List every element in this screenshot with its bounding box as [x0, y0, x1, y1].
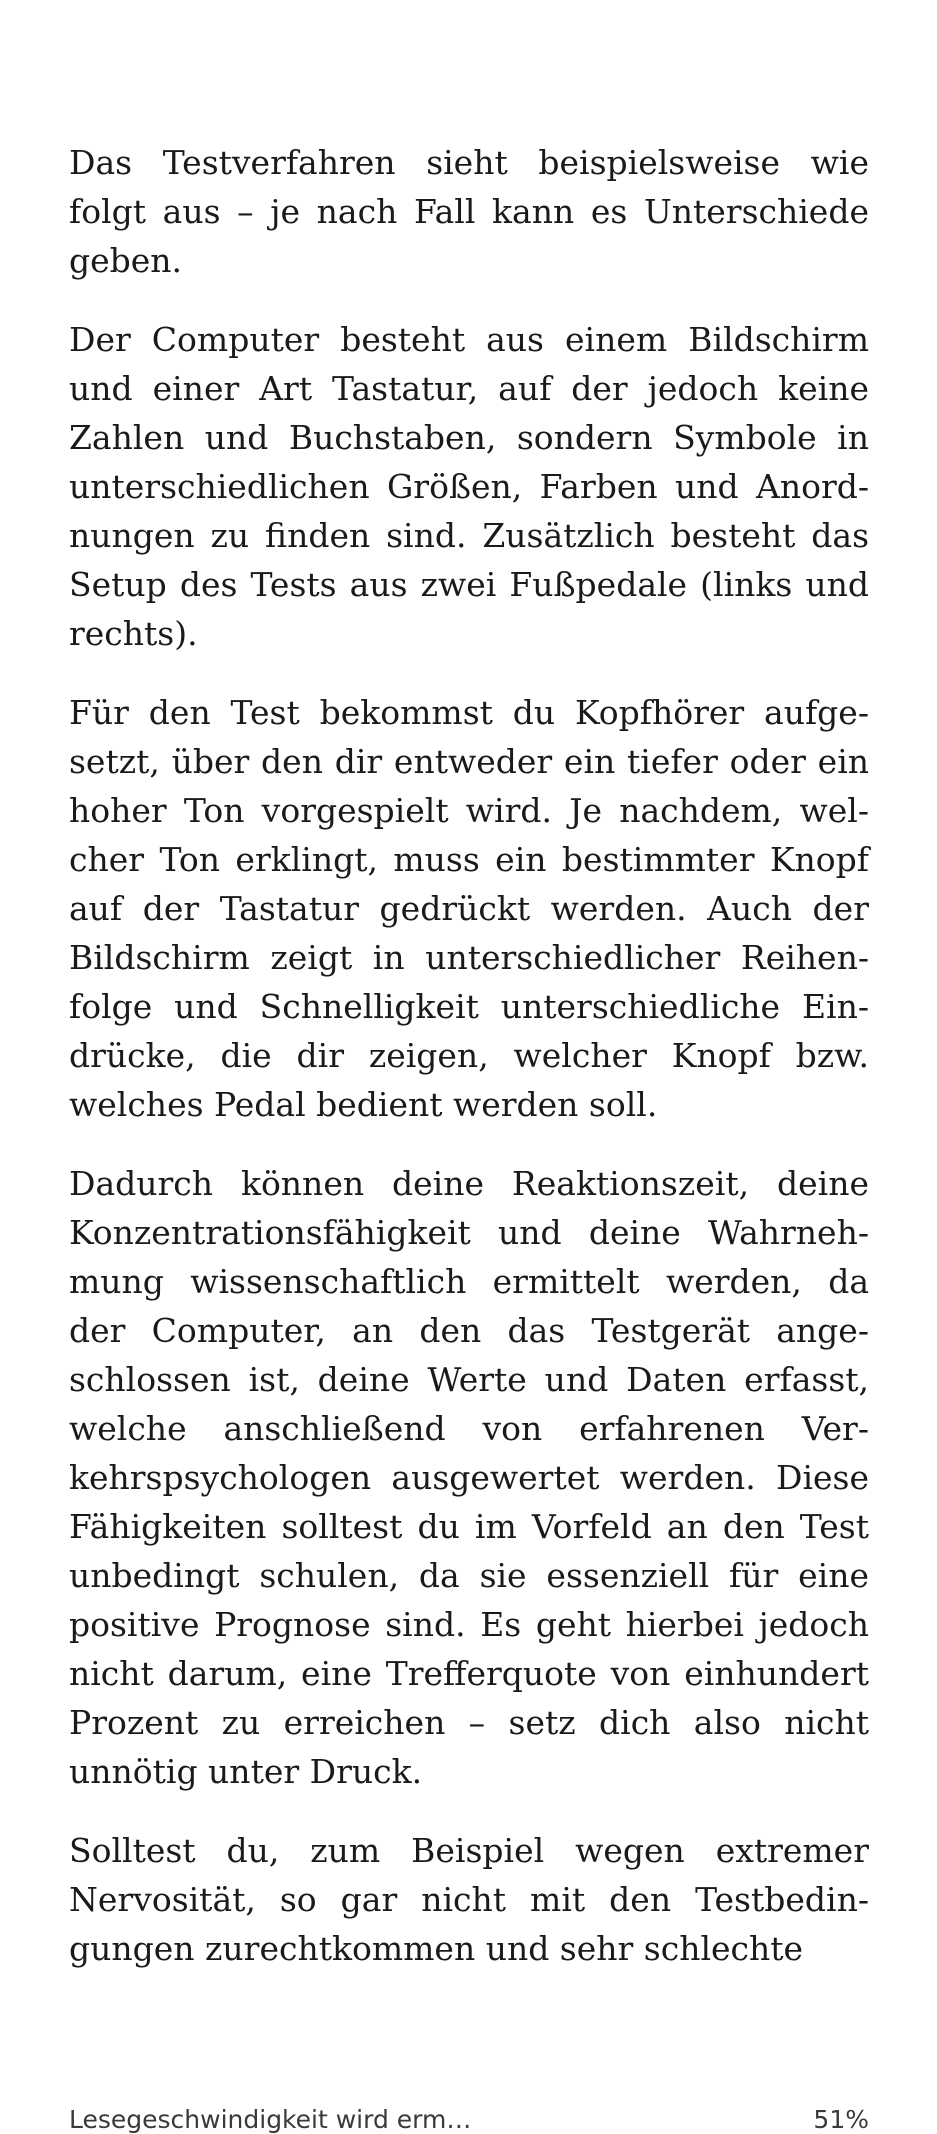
text-paragraph: Das Testverfahren sieht beispielsweise wie folgt aus – je nach Fall kann es Unterschiede geben. — [69, 143, 869, 280]
reading-page[interactable] — [69, 138, 869, 2003]
text-paragraph: Für den Test bekommst du Kopfhörer aufgesetzt, über den dir entweder ein tiefer oder ein hoher Ton vorgespielt wird. Je nachdem, welcher Ton erklingt, muss ein bestimmter Knopf auf der Tastatur gedrückt werden. Auch der Bildschirm zeigt in unterschiedlicher Reihenfolge und Schnelligkeit unterschiedliche Eindrücke, die dir zeigen, welcher Knopf bzw. welches Pedal bedient werden soll. — [69, 693, 869, 1124]
reading-speed-status[interactable]: Lesegeschwindigkeit wird erm… — [69, 2105, 472, 2134]
reading-progress: 51% — [813, 2105, 869, 2134]
text-paragraph: Solltest du, zum Beispiel wegen extremer Nervosität, so gar nicht mit den Testbedingungen zurechtkommen und sehr schlechte — [69, 1831, 869, 1968]
text-paragraph: Der Computer besteht aus einem Bildschirm und einer Art Tastatur, auf der jedoch keine Zahlen und Buchstaben, sondern Symbole in unterschiedlichen Größen, Farben und Anordnungen zu finden sind. Zusätzlich besteht das Setup des Tests aus zwei Fußpedale (links und rechts). — [69, 320, 869, 653]
text-paragraph: Dadurch können deine Reaktionszeit, deine Konzentrationsfähigkeit und deine Wahrnehmung wissenschaftlich ermittelt werden, da der Computer, an den das Testgerät angeschlossen ist, deine Werte und Daten erfasst, welche anschließend von erfahrenen Verkehrspsychologen ausgewertet werden. Diese Fähigkeiten solltest du im Vorfeld an den Test unbedingt schulen, da sie essenziell für eine positive Prognose sind. Es geht hierbei jedoch nicht darum, eine Trefferquote von einhundert Prozent zu erreichen – setz dich also nicht unnötig unter Druck. — [69, 1164, 869, 1791]
reader-footer — [69, 2105, 869, 2134]
